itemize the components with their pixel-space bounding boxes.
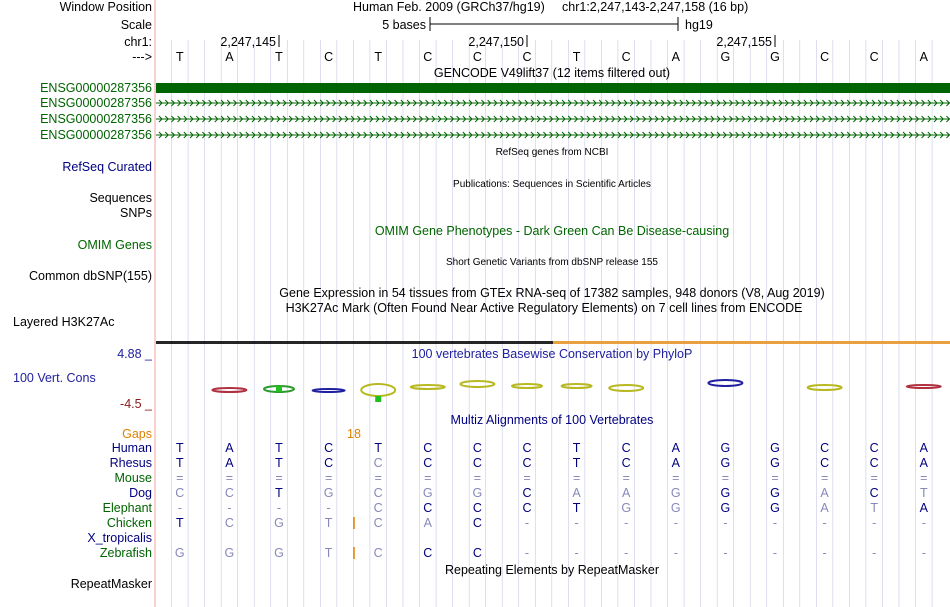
window-position-header xyxy=(60,0,929,64)
alignment-base: G xyxy=(670,501,681,515)
base-letter: A xyxy=(225,50,234,64)
alignment-base: - xyxy=(177,501,182,515)
alignment-base: G xyxy=(621,501,632,515)
alignment-base: T xyxy=(572,501,581,515)
species-label[interactable]: X_tropicalis xyxy=(87,531,152,545)
alignment-base: = xyxy=(275,471,283,485)
alignment-base: = xyxy=(176,471,184,485)
alignment-base: C xyxy=(472,441,482,455)
alignment-base: C xyxy=(423,546,433,560)
alignment-base: C xyxy=(621,456,631,470)
alignment-base: C xyxy=(522,486,532,500)
alignment-base: = xyxy=(324,471,333,485)
alignment-base: C xyxy=(621,441,631,455)
alignment-base: G xyxy=(770,441,780,455)
alignment-base: G xyxy=(174,546,185,560)
cons-logo-glyph xyxy=(708,380,742,386)
base-letter: C xyxy=(522,50,532,64)
base-letter: T xyxy=(572,50,581,64)
alignment-base: C xyxy=(224,486,234,500)
gencode-exon-block[interactable] xyxy=(156,83,950,93)
cons-logo-glyph xyxy=(361,384,395,396)
base-letter: C xyxy=(324,50,334,64)
alignment-base: A xyxy=(919,441,928,455)
alignment-base: - xyxy=(326,501,331,515)
base-letter: C xyxy=(869,50,879,64)
alignment-base: G xyxy=(720,456,731,470)
cons-label[interactable]: 100 Vert. Cons xyxy=(13,371,96,385)
alignment-base: A xyxy=(820,501,829,515)
cons-logo-glyph xyxy=(460,381,494,387)
alignment-base: A xyxy=(919,501,928,515)
base-grid-lines xyxy=(172,40,933,607)
alignment-base: C xyxy=(869,486,879,500)
alignment-base: C xyxy=(373,456,383,470)
cons-logo-glyph xyxy=(212,388,246,392)
gencode-gene-label[interactable]: ENSG00000287356 xyxy=(40,112,152,126)
alignment-base: = xyxy=(473,471,482,485)
conservation-logo xyxy=(212,380,940,402)
alignment-base: G xyxy=(720,501,731,515)
alignment-base: C xyxy=(472,456,482,470)
alignment-base: C xyxy=(522,501,532,515)
cons-min-label: -4.5 _ xyxy=(120,397,152,411)
alignment-base: - xyxy=(772,546,778,560)
repeat-label[interactable]: RepeatMasker xyxy=(70,577,152,591)
alignment-base: = xyxy=(870,471,878,485)
alignment-base: T xyxy=(572,441,581,455)
alignment-base: - xyxy=(723,516,728,530)
dbsnp-track-title: Short Genetic Variants from dbSNP release 155 xyxy=(446,257,658,268)
alignment-base: = xyxy=(771,471,779,485)
base-letter: C xyxy=(472,50,482,64)
alignment-base: = xyxy=(721,471,730,485)
alignment-base: T xyxy=(374,441,383,455)
alignment-base: A xyxy=(671,441,680,455)
alignment-base: T xyxy=(175,441,184,455)
species-label[interactable]: Human xyxy=(111,441,152,455)
alignment-base: C xyxy=(820,456,830,470)
gaps-label[interactable]: Gaps xyxy=(122,427,152,441)
scale-label: Scale xyxy=(120,18,152,32)
alignment-base: G xyxy=(323,486,334,500)
cons-logo-glyph xyxy=(411,385,445,389)
alignment-base: - xyxy=(822,546,827,560)
alignment-base: C xyxy=(472,501,482,515)
alignment-base: - xyxy=(524,546,530,560)
alignment-base: C xyxy=(423,501,433,515)
alignment-base: C xyxy=(869,456,879,470)
alignment-base: T xyxy=(275,441,283,455)
snps-label[interactable]: SNPs xyxy=(120,206,152,220)
alignment-base: C xyxy=(175,486,185,500)
alignment-base: C xyxy=(373,486,383,500)
species-label[interactable]: Rhesus xyxy=(109,456,152,470)
cons-logo-glyph xyxy=(609,385,643,391)
alignment-base: C xyxy=(472,516,482,530)
alignment-base: = xyxy=(572,471,581,485)
alignment-base: T xyxy=(275,486,283,500)
alignment-base: = xyxy=(424,471,432,485)
base-letter: C xyxy=(621,50,631,64)
alignment-base: A xyxy=(671,456,680,470)
alignment-base: T xyxy=(572,456,581,470)
alignment-base: - xyxy=(227,501,232,515)
gencode-gene-label[interactable]: ENSG00000287356 xyxy=(40,128,152,142)
alignment-base: C xyxy=(522,441,532,455)
alignment-base: T xyxy=(324,516,333,530)
omim-track-title: OMIM Gene Phenotypes - Dark Green Can Be Disease-causing xyxy=(374,224,730,238)
h3k27ac-signal-dark xyxy=(156,341,553,344)
base-sequence xyxy=(176,50,929,64)
alignment-base: T xyxy=(919,486,928,500)
alignment-base: C xyxy=(373,546,383,560)
multiz-alignment-rows[interactable] xyxy=(87,441,928,560)
alignment-base: G xyxy=(224,546,235,560)
alignment-base: C xyxy=(324,441,334,455)
refseq-track-title: RefSeq genes from NCBI xyxy=(495,147,609,158)
cons-logo-glyph xyxy=(512,384,542,388)
alignment-base: G xyxy=(670,486,681,500)
cons-logo-glyph xyxy=(808,385,842,390)
alignment-base: C xyxy=(472,546,482,560)
alignment-base: = xyxy=(920,471,928,485)
species-label[interactable]: Chicken xyxy=(106,516,152,530)
alignment-base: C xyxy=(522,456,532,470)
alignment-base: = xyxy=(225,471,234,485)
base-letter: C xyxy=(423,50,433,64)
species-label[interactable]: Mouse xyxy=(114,471,152,485)
alignment-base: - xyxy=(673,546,678,560)
base-letter: G xyxy=(720,50,731,64)
alignment-base: C xyxy=(373,501,383,515)
alignment-base: A xyxy=(572,486,581,500)
alignment-base: - xyxy=(524,516,530,530)
alignment-base: C xyxy=(373,516,383,530)
cons-logo-glyph xyxy=(907,385,941,388)
alignment-base: G xyxy=(422,486,433,500)
alignment-base: C xyxy=(324,456,334,470)
alignment-base: - xyxy=(574,546,579,560)
alignment-base: T xyxy=(175,456,184,470)
coord-label: 2,247,150 xyxy=(468,35,524,49)
cons-max-label: 4.88 _ xyxy=(117,347,152,361)
dbsnp-label[interactable]: Common dbSNP(155) xyxy=(29,269,152,283)
chrom-label: chr1: xyxy=(124,35,152,49)
base-letter: A xyxy=(919,50,928,64)
alignment-base: - xyxy=(921,546,926,560)
repeat-track-title: Repeating Elements by RepeatMasker xyxy=(444,563,660,577)
alignment-base: - xyxy=(921,516,926,530)
alignment-base: A xyxy=(225,456,234,470)
position-readout: chr1:2,247,143-2,247,158 (16 bp) xyxy=(562,0,749,14)
alignment-base: G xyxy=(472,486,483,500)
scale-text: 5 bases xyxy=(382,18,426,32)
alignment-base: G xyxy=(720,486,731,500)
alignment-base: - xyxy=(276,501,282,515)
alignment-base: T xyxy=(275,456,283,470)
alignment-base: G xyxy=(770,456,780,470)
base-letter: A xyxy=(671,50,680,64)
base-letter: C xyxy=(820,50,830,64)
alignment-base: - xyxy=(673,516,678,530)
window-position-label: Window Position xyxy=(59,0,152,14)
cons-logo-mark xyxy=(375,396,381,402)
strand-arrow-label: ---> xyxy=(132,50,152,64)
alignment-base: T xyxy=(324,546,333,560)
alignment-base: - xyxy=(822,516,827,530)
gaps-value: 18 xyxy=(347,427,361,441)
h3k27ac-track-title: H3K27Ac Mark (Often Found Near Active Regulatory Elements) on 7 cell lines from ENCODE xyxy=(285,301,803,315)
alignment-base: C xyxy=(224,516,234,530)
gencode-gene-label[interactable]: ENSG00000287356 xyxy=(40,81,152,95)
alignment-base: = xyxy=(820,471,829,485)
alignment-base: G xyxy=(274,546,284,560)
gtex-track-title: Gene Expression in 54 tissues from GTEx RNA-seq of 17382 samples, 948 donors (V8, Aug 2019) xyxy=(279,286,825,300)
omim-label[interactable]: OMIM Genes xyxy=(77,238,152,252)
alignment-base: C xyxy=(869,441,879,455)
coord-label: 2,247,155 xyxy=(716,35,772,49)
alignment-base: A xyxy=(622,486,631,500)
alignment-base: - xyxy=(574,516,579,530)
base-letter: T xyxy=(275,50,283,64)
alignment-base: = xyxy=(672,471,680,485)
alignment-base: - xyxy=(723,546,728,560)
species-label[interactable]: Dog xyxy=(129,486,152,500)
cons-logo-glyph xyxy=(313,389,345,392)
alignment-base: C xyxy=(423,441,433,455)
base-letter: G xyxy=(770,50,780,64)
refseq-label[interactable]: RefSeq Curated xyxy=(62,160,152,174)
alignment-base: A xyxy=(225,441,234,455)
sequences-label[interactable]: Sequences xyxy=(89,191,152,205)
alignment-base: G xyxy=(770,501,780,515)
species-label[interactable]: Zebrafish xyxy=(99,546,152,560)
alignment-base: A xyxy=(820,486,829,500)
gencode-track-title: GENCODE V49lift37 (12 items filtered out) xyxy=(433,66,671,80)
species-label[interactable]: Elephant xyxy=(102,501,152,515)
alignment-base: C xyxy=(820,441,830,455)
h3k27ac-signal-orange xyxy=(553,341,950,344)
alignment-base: - xyxy=(872,546,877,560)
alignment-base: T xyxy=(175,516,184,530)
multiz-track-title: Multiz Alignments of 100 Vertebrates xyxy=(450,413,654,427)
base-letter: T xyxy=(374,50,383,64)
alignment-base: - xyxy=(624,546,629,560)
assembly-title: Human Feb. 2009 (GRCh37/hg19) xyxy=(353,0,545,14)
alignment-base: = xyxy=(622,471,630,485)
cons-logo-glyph xyxy=(562,384,592,388)
alignment-base: = xyxy=(374,471,382,485)
publications-track-title: Publications: Sequences in Scientific Articles xyxy=(453,179,651,190)
alignment-base: G xyxy=(274,516,284,530)
alignment-base: = xyxy=(523,471,531,485)
base-letter: T xyxy=(175,50,184,64)
alignment-base: G xyxy=(770,486,780,500)
scale-db: hg19 xyxy=(685,18,713,32)
gencode-gene-label[interactable]: ENSG00000287356 xyxy=(40,96,152,110)
alignment-base: A xyxy=(423,516,432,530)
alignment-base: G xyxy=(720,441,731,455)
alignment-base: - xyxy=(624,516,629,530)
h3k27ac-label[interactable]: Layered H3K27Ac xyxy=(13,315,115,329)
cons-logo-mark xyxy=(276,386,282,392)
alignment-base: - xyxy=(872,516,877,530)
alignment-base: A xyxy=(919,456,928,470)
alignment-base: - xyxy=(772,516,778,530)
alignment-base: T xyxy=(870,501,879,515)
cons-track-title: 100 vertebrates Basewise Conservation by PhyloP xyxy=(411,347,693,361)
alignment-base: C xyxy=(423,456,433,470)
coord-label: 2,247,145 xyxy=(220,35,276,49)
gencode-track[interactable] xyxy=(40,81,950,142)
